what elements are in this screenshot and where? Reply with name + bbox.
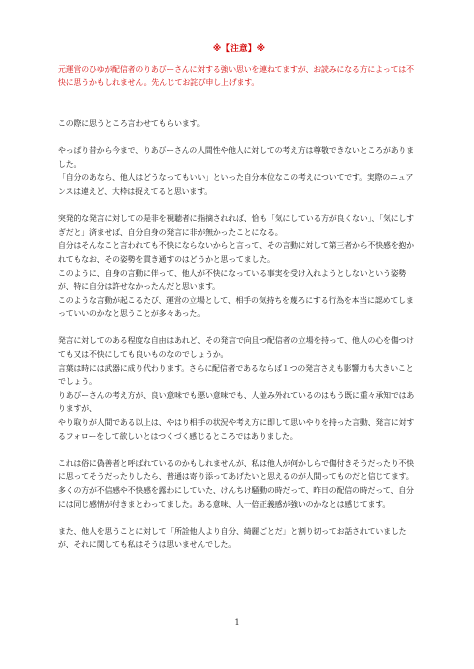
paragraph-line: やっぱり昔から今まで、りあびーさんの人間性や他人に対しての考え方は尊敬できないところがありました。 (58, 146, 414, 169)
spacer (58, 131, 420, 145)
paragraph (58, 334, 420, 443)
paragraph-line: 発言に対してのある程度な自由はあれど、その発言で向且つ配信者の立場を持って、他人の心を傷つけても又は不快にしても良いものなのでしょうか。 (58, 336, 414, 360)
paragraph (58, 117, 420, 131)
spacer (58, 90, 420, 104)
page-number: 1 (234, 618, 240, 627)
paragraph (58, 525, 420, 552)
notice-title: ※【注意】※ (212, 44, 266, 54)
spacer (58, 443, 420, 457)
document-body (58, 43, 420, 552)
paragraph-line: これは俗に偽善者と呼ばれているのかもしれませんが、私は他人が何かしらで傷付きそうだったり不快に思ってそうだったりしたら、普通は寄り添ってあげたいと思えるのが人間ってものだと信じてます。 (58, 458, 414, 482)
paragraph-line: やり取りが人間である以上は、やはり相手の状況や考え方に即して思いやりを持った言動、発言に対するフォローをして欲しいとはつくづく感じるところではありました。 (58, 418, 415, 441)
paragraph-line: このように、自身の言動に伴って、他人が不快になっている事実を受け入れようとしないという姿勢が、特に自分は許せなかったんだと思います。 (58, 268, 407, 292)
notice-text: 元運営のひゆが配信者のりあびーさんに対する強い思いを連ねてますが、お読みになる方によっては不快に思うかもしれません。先んじてお詫び申し上げます。 (58, 64, 414, 88)
paragraph-line: 言葉は時には武器に成り代わります。さらに配信者であるならば１つの発言さえも影響力も大きいことでしょう。 (58, 363, 414, 387)
paragraph-line: この際に思うところ言わせてもらいます。 (58, 118, 205, 128)
spacer (58, 321, 420, 335)
paragraph-line: 多くの方が不信感や不快感を露わにしていた、けんちけ騒動の時だって、昨日の配信の時だって、自分には同じ感情が付きまとわってました。ある意味、人一倍正義感が強いのかなとは感じてます。 (58, 486, 414, 509)
paragraph-line: 「自分のあなら、他人はどうなってもいい」といった自分本位なこの考えについてです。実際のニュアンスは違えど、大枠は捉えてると思います。 (58, 173, 414, 196)
paragraph-line: このような言動が起こるたび、運営の立場として、相手の気持ちを蔑ろにする行為を本当に認めてしまっていいのかなと思うことが多々あった。 (58, 295, 414, 319)
paragraph (58, 457, 420, 511)
spacer (58, 199, 420, 213)
paragraph (58, 212, 420, 321)
paragraph-line: りあびーさんの考え方が、良い意味でも悪い意味でも、人並み外れているのはもう既に重々承知ではありますが、 (58, 390, 415, 414)
paragraph-line: 自分はそんなこと言われても不快にならないからと言って、その言動に対して第三者から不快感を抱かれてもなお、その姿勢を貫き通すのはどうかと思ってました。 (58, 241, 414, 264)
spacer (58, 511, 420, 525)
paragraph-line: また、他人を思うことに対して「所詮他人より自分、綺麗ごとだ」と割り切ってお話されていましたが、それに関しても私はそうは思いませんでした。 (58, 526, 407, 550)
paragraph-list (58, 117, 420, 552)
spacer (58, 103, 420, 117)
paragraph (58, 144, 420, 198)
paragraph-line: 突発的な発言に対しての是非を視聴者に指摘されれば、恰も「気にしている方が良くない」、「気にしすぎだと」済ませば、自分自身の発言に非が無かったことになる。 (58, 214, 414, 237)
